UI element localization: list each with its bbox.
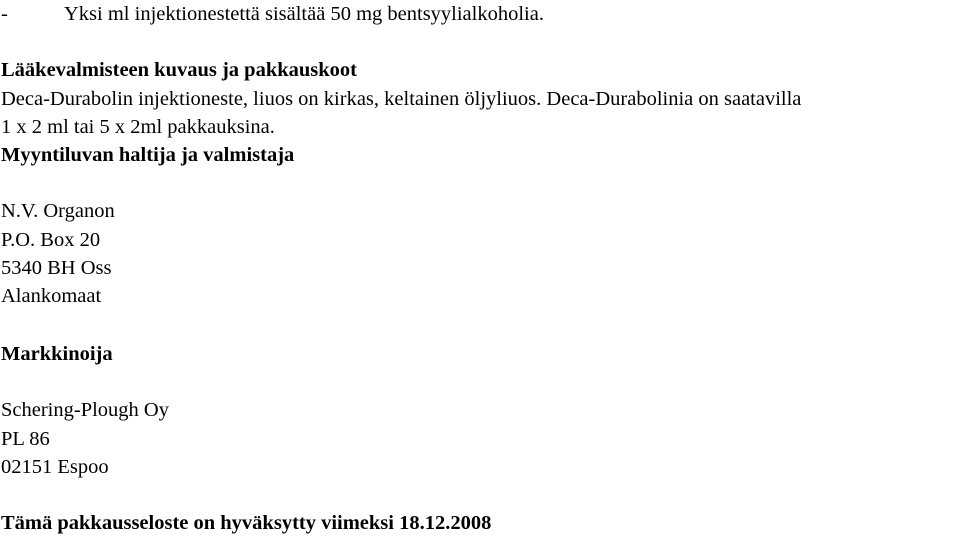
holder-address-line: Alankomaat bbox=[1, 285, 102, 307]
holder-address-line: N.V. Organon bbox=[1, 200, 115, 222]
holder-address-line: P.O. Box 20 bbox=[1, 229, 101, 251]
marketer-address-line: 02151 Espoo bbox=[1, 456, 109, 478]
marketing-holder-heading: Myyntiluvan haltija ja valmistaja bbox=[1, 144, 295, 166]
benzyl-alcohol-statement: Yksi ml injektionestettä sisältää 50 mg bentsyylialkoholia. bbox=[64, 3, 544, 25]
marketer-address-line: PL 86 bbox=[1, 428, 50, 450]
marketer-address-line: Schering-Plough Oy bbox=[1, 399, 169, 421]
marketer-heading: Markkinoija bbox=[1, 343, 113, 365]
holder-address-line: 5340 BH Oss bbox=[1, 257, 112, 279]
package-description-line-1: Deca-Durabolin injektioneste, liuos on kirkas, keltainen öljyliuos. Deca-Durabolinia on saatavilla bbox=[1, 88, 802, 110]
package-description-heading: Lääkevalmisteen kuvaus ja pakkauskoot bbox=[1, 59, 357, 81]
approval-date-statement: Tämä pakkausseloste on hyväksytty viimeksi 18.12.2008 bbox=[1, 512, 492, 534]
bullet-dash: - bbox=[1, 3, 8, 25]
package-description-line-2: 1 x 2 ml tai 5 x 2ml pakkauksina. bbox=[1, 116, 275, 138]
